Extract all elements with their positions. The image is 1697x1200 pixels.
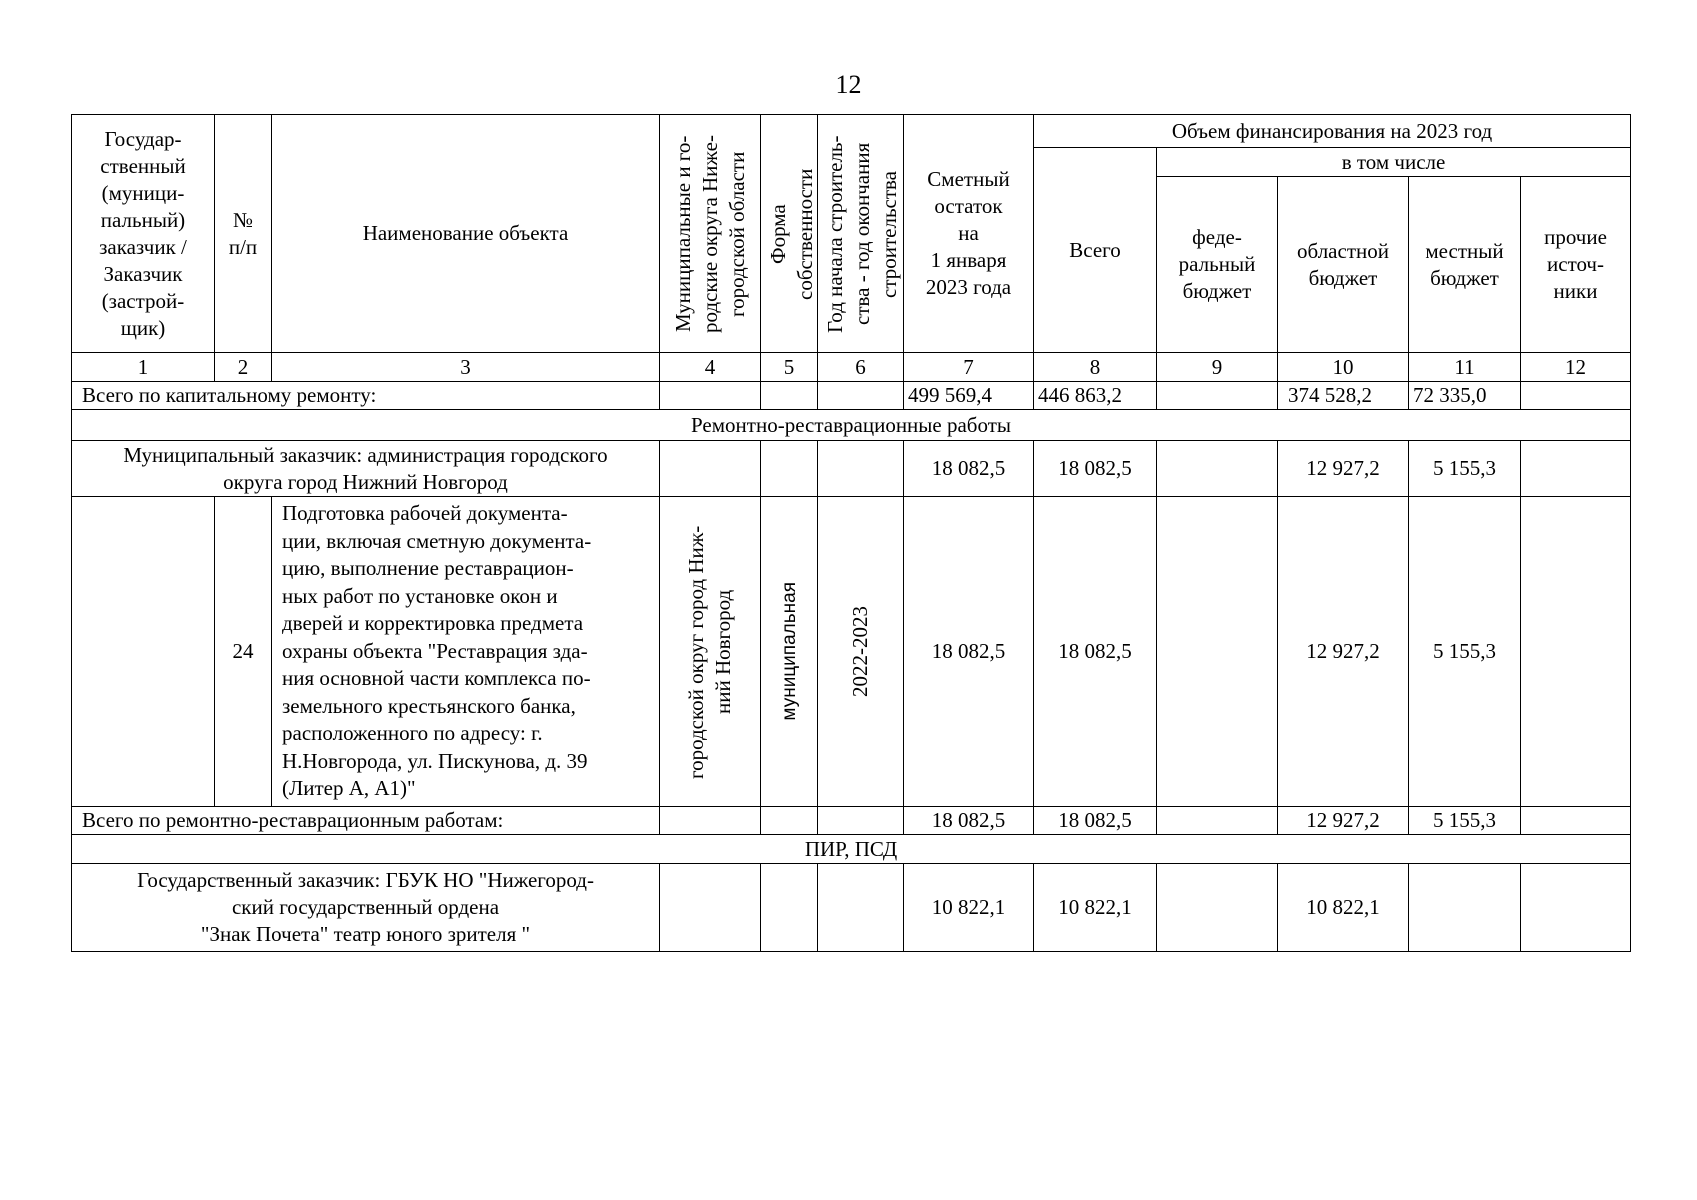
capital-total-other <box>1521 382 1631 410</box>
restoration-total-other <box>1521 807 1631 835</box>
municipal-customer-local: 5 155,3 <box>1409 441 1521 497</box>
state-customer-estimated: 10 822,1 <box>904 864 1034 952</box>
column-number: 2 <box>215 353 272 382</box>
state-customer-other <box>1521 864 1631 952</box>
column-numbers-row <box>72 353 1631 382</box>
capital-total-estimated: 499 569,4 <box>904 382 1034 410</box>
header-financing-total: Объем финансирования на 2023 год <box>1034 115 1631 148</box>
item-municipality <box>660 497 761 807</box>
column-number: 8 <box>1034 353 1157 382</box>
item-total: 18 082,5 <box>1034 497 1157 807</box>
header-number: № п/п <box>215 115 272 353</box>
empty-cell <box>761 382 818 410</box>
header-row-1 <box>72 115 1631 148</box>
column-number: 10 <box>1278 353 1409 382</box>
capital-total-local: 72 335,0 <box>1409 382 1521 410</box>
header-regional: областной бюджет <box>1278 177 1409 353</box>
header-ownership-text: Форма собственности <box>766 167 817 300</box>
header-estimated-remainder: Сметный остаток на 1 января 2023 года <box>904 115 1034 353</box>
state-customer-total: 10 822,1 <box>1034 864 1157 952</box>
header-total: Всего <box>1034 148 1157 353</box>
restoration-total-regional: 12 927,2 <box>1278 807 1409 835</box>
header-customer: Государ- ственный (муници- пальный) заказчик / Заказчик (застрой- щик) <box>72 115 215 353</box>
header-municipality <box>660 115 761 353</box>
financing-table <box>71 114 1631 952</box>
capital-total-label: Всего по капитальному ремонту: <box>72 382 660 410</box>
state-customer-local <box>1409 864 1521 952</box>
column-number: 3 <box>272 353 660 382</box>
item-municipality-text: городской округ город Ниж- ний Новгород <box>684 524 735 779</box>
item-row-24 <box>72 497 1631 807</box>
restoration-total-federal <box>1157 807 1278 835</box>
empty-cell <box>761 864 818 952</box>
restoration-total-local: 5 155,3 <box>1409 807 1521 835</box>
municipal-customer-other <box>1521 441 1631 497</box>
municipal-customer-total: 18 082,5 <box>1034 441 1157 497</box>
municipal-customer-estimated: 18 082,5 <box>904 441 1034 497</box>
item-ownership <box>761 497 818 807</box>
header-municipality-text: Муниципальные и го- родские округа Ниже- городской области <box>670 134 749 333</box>
capital-total-total: 446 863,2 <box>1034 382 1157 410</box>
state-customer-row <box>72 864 1631 952</box>
empty-cell <box>660 382 761 410</box>
empty-cell <box>818 807 904 835</box>
header-ownership <box>761 115 818 353</box>
section-pir-row <box>72 835 1631 864</box>
column-number: 6 <box>818 353 904 382</box>
empty-cell <box>818 382 904 410</box>
header-other: прочие источ- ники <box>1521 177 1631 353</box>
header-years-text: Год начала строитель- ства - год окончания строительства <box>823 134 901 333</box>
column-number: 5 <box>761 353 818 382</box>
municipal-customer-row <box>72 441 1631 497</box>
item-years-text: 2022-2023 <box>848 606 872 697</box>
section-pir-title: ПИР, ПСД <box>72 835 1631 864</box>
municipal-customer-regional: 12 927,2 <box>1278 441 1409 497</box>
header-years <box>818 115 904 353</box>
restoration-total-total: 18 082,5 <box>1034 807 1157 835</box>
restoration-total-estimated: 18 082,5 <box>904 807 1034 835</box>
empty-cell <box>761 807 818 835</box>
empty-cell <box>660 441 761 497</box>
item-years <box>818 497 904 807</box>
item-estimated: 18 082,5 <box>904 497 1034 807</box>
header-including: в том числе <box>1157 148 1631 177</box>
column-number: 4 <box>660 353 761 382</box>
state-customer-regional: 10 822,1 <box>1278 864 1409 952</box>
column-number: 9 <box>1157 353 1278 382</box>
item-regional: 12 927,2 <box>1278 497 1409 807</box>
column-number: 1 <box>72 353 215 382</box>
column-number: 11 <box>1409 353 1521 382</box>
item-customer-empty <box>72 497 215 807</box>
item-federal <box>1157 497 1278 807</box>
item-ownership-text: муниципальная <box>778 582 800 721</box>
state-customer-federal <box>1157 864 1278 952</box>
item-local: 5 155,3 <box>1409 497 1521 807</box>
header-object-name: Наименование объекта <box>272 115 660 353</box>
section-restoration-row <box>72 410 1631 441</box>
capital-total-regional: 374 528,2 <box>1278 382 1409 410</box>
empty-cell <box>660 807 761 835</box>
restoration-total-label: Всего по ремонтно-реставрационным работам: <box>72 807 660 835</box>
section-restoration-title: Ремонтно-реставрационные работы <box>72 410 1631 441</box>
empty-cell <box>818 864 904 952</box>
state-customer-label: Государственный заказчик: ГБУК НО "Нижегород- ский государственный ордена "Знак Почета" театр юного зрителя " <box>72 864 660 952</box>
empty-cell <box>660 864 761 952</box>
column-number: 7 <box>904 353 1034 382</box>
empty-cell <box>761 441 818 497</box>
capital-total-row <box>72 382 1631 410</box>
header-local: местный бюджет <box>1409 177 1521 353</box>
restoration-total-row <box>72 807 1631 835</box>
capital-total-federal <box>1157 382 1278 410</box>
item-other <box>1521 497 1631 807</box>
item-name: Подготовка рабочей документа- ции, включая сметную документа- цию, выполнение реставрацион- ных работ по установке окон и дверей и корректировка предмета охраны объекта "Реставрация зда- ния основной части комплекса по- земельного крестьянского банка, расположенного по адресу: г. Н.Новгорода, ул. Пискунова, д. 39 (Литер А, А1)" <box>272 497 660 807</box>
header-federal: феде- ральный бюджет <box>1157 177 1278 353</box>
item-number: 24 <box>215 497 272 807</box>
empty-cell <box>818 441 904 497</box>
municipal-customer-federal <box>1157 441 1278 497</box>
municipal-customer-label: Муниципальный заказчик: администрация городского округа город Нижний Новгород <box>72 441 660 497</box>
page-number: 12 <box>835 70 862 99</box>
column-number: 12 <box>1521 353 1631 382</box>
